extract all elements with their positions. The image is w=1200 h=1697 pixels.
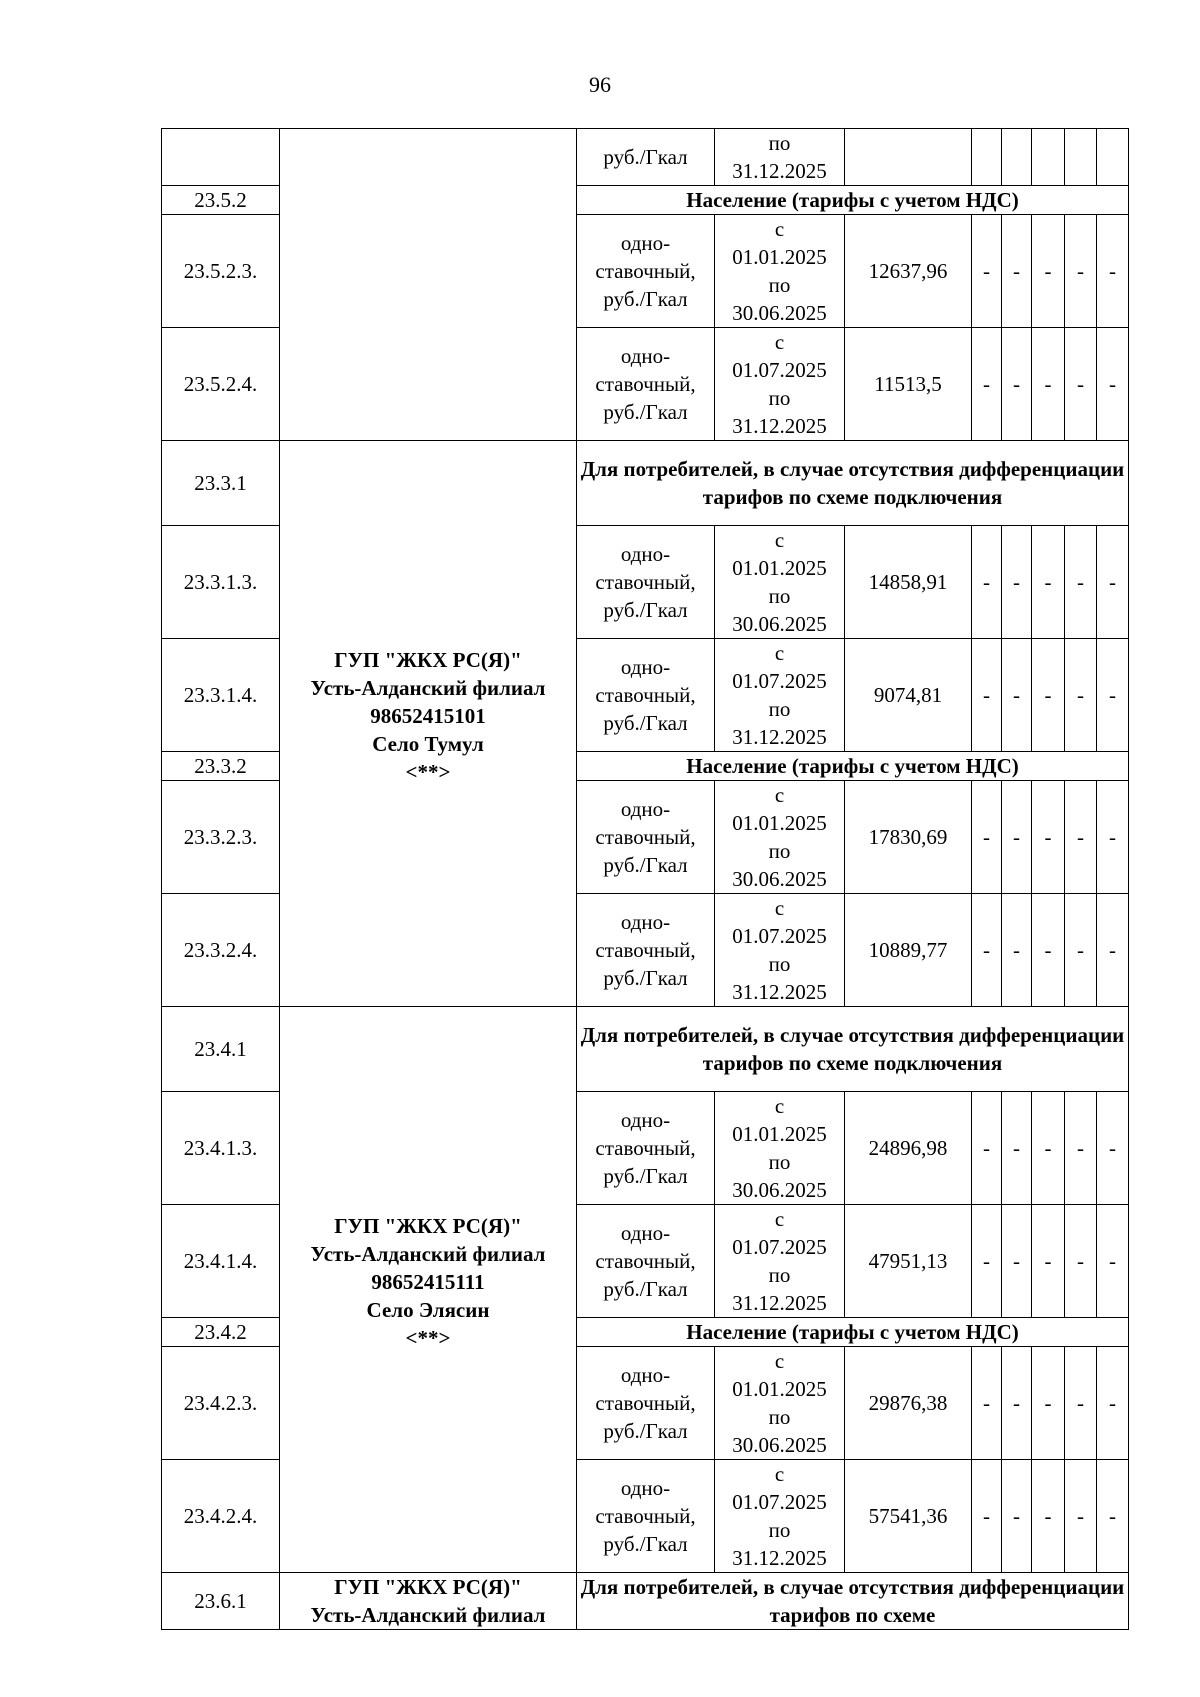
code-cell: 23.3.2.4. [162,894,280,1007]
org-cell-empty [280,129,577,441]
org-cell-tumul [280,441,577,1007]
table-row: 23.3.1.4. одно- ставочный, руб./Гкал с 01.07.2025 по 31.12.2025 9074,81 - - - - - [162,639,1129,752]
table-row: 23.3.2.3. одно- ставочный, руб./Гкал с 01.01.2025 по 30.06.2025 17830,69 - - - - - [162,781,1129,894]
table-row: 23.3.1.3. одно- ставочный, руб./Гкал с 01.01.2025 по 30.06.2025 14858,91 - - - - - [162,526,1129,639]
section-header: Для потребителей, в случае отсутствия дифференциации тарифов по схеме подключения [577,1007,1129,1092]
org-place: Село Тумул [372,731,484,756]
table-row [162,1573,1129,1630]
value-cell: 9074,81 [845,639,972,752]
unit-cell: руб./Гкал [577,129,715,186]
org-branch: Усть-Алданский филиал [310,1241,546,1266]
unit-cell: одно- ставочный, руб./Гкал [577,1205,715,1318]
org-id: 98652415111 [371,1269,485,1294]
table-row [162,441,1129,526]
unit-cell: одно- ставочный, руб./Гкал [577,1460,715,1573]
unit-cell: одно- ставочный, руб./Гкал [577,894,715,1007]
org-cell-last [280,1573,577,1630]
tariff-table [161,128,1129,1630]
org-note: <**> [405,759,451,784]
code-cell: 23.6.1 [162,1573,280,1630]
code-cell: 23.3.2.3. [162,781,280,894]
unit-cell: одно- ставочный, руб./Гкал [577,1347,715,1460]
org-branch: Усть-Алданский филиал [310,675,546,700]
section-header: Для потребителей, в случае отсутствия дифференциации тарифов по схеме подключения [577,441,1129,526]
code-cell [162,129,280,186]
value-cell: 17830,69 [845,781,972,894]
table-row: 23.4.2.4. одно- ставочный, руб./Гкал с 01.07.2025 по 31.12.2025 57541,36 - - - - - [162,1460,1129,1573]
code-cell: 23.4.2.3. [162,1347,280,1460]
table-row: 23.4.1.3. одно- ставочный, руб./Гкал с 01.01.2025 по 30.06.2025 24896,98 - - - - - [162,1092,1129,1205]
unit-cell: одно- ставочный, руб./Гкал [577,526,715,639]
org-note: <**> [405,1325,451,1350]
org-branch: Усть-Алданский филиал [310,1603,546,1627]
code-cell: 23.4.2.4. [162,1460,280,1573]
period-cell: с 01.01.2025 по 30.06.2025 [715,1347,845,1460]
section-header: Население (тарифы с учетом НДС) [577,1318,1129,1347]
period-cell: с 01.07.2025 по 31.12.2025 [715,1205,845,1318]
value-cell: 10889,77 [845,894,972,1007]
period-cell: с 01.01.2025 по 30.06.2025 [715,781,845,894]
section-header: Для потребителей, в случае отсутствия дифференциации тарифов по схеме [577,1573,1129,1630]
period-cell: с 01.07.2025 по 31.12.2025 [715,1460,845,1573]
org-id: 98652415101 [370,703,486,728]
period-cell: с 01.01.2025 по 30.06.2025 [715,215,845,328]
unit-cell: одно- ставочный, руб./Гкал [577,639,715,752]
unit-cell: одно- ставочный, руб./Гкал [577,215,715,328]
code-cell: 23.3.1 [162,441,280,526]
period-cell: с 01.07.2025 по 31.12.2025 [715,894,845,1007]
period-cell: по 31.12.2025 [715,129,845,186]
value-cell: 12637,96 [845,215,972,328]
page-number: 96 [589,72,611,97]
section-header: Население (тарифы с учетом НДС) [577,752,1129,781]
table-row [162,1007,1129,1092]
org-name: ГУП "ЖКХ РС(Я)" [334,1575,522,1599]
value-cell: 14858,91 [845,526,972,639]
value-cell: 57541,36 [845,1460,972,1573]
period-cell: с 01.01.2025 по 30.06.2025 [715,526,845,639]
unit-cell: одно- ставочный, руб./Гкал [577,781,715,894]
unit-cell: одно- ставочный, руб./Гкал [577,1092,715,1205]
value-cell [845,129,972,186]
code-cell: 23.4.1.3. [162,1092,280,1205]
org-name: ГУП "ЖКХ РС(Я)" [334,1213,522,1238]
code-cell: 23.3.1.3. [162,526,280,639]
code-cell: 23.4.1.4. [162,1205,280,1318]
org-cell-elyasin [280,1007,577,1573]
value-cell: 11513,5 [845,328,972,441]
code-cell: 23.4.2 [162,1318,280,1347]
table-row: 23.3.2.4. одно- ставочный, руб./Гкал с 01.07.2025 по 31.12.2025 10889,77 - - - - - [162,894,1129,1007]
code-cell: 23.5.2.4. [162,328,280,441]
period-cell: с 01.07.2025 по 31.12.2025 [715,328,845,441]
table-row: 23.4.2.3. одно- ставочный, руб./Гкал с 01.01.2025 по 30.06.2025 29876,38 - - - - - [162,1347,1129,1460]
code-cell: 23.5.2 [162,186,280,215]
table-row [162,129,1129,186]
code-cell: 23.3.1.4. [162,639,280,752]
org-place: Село Элясин [366,1297,490,1322]
org-name: ГУП "ЖКХ РС(Я)" [334,647,522,672]
code-cell: 23.4.1 [162,1007,280,1092]
value-cell: 29876,38 [845,1347,972,1460]
value-cell: 47951,13 [845,1205,972,1318]
code-cell: 23.5.2.3. [162,215,280,328]
value-cell: 24896,98 [845,1092,972,1205]
table-row: 23.5.2.3. одно- ставочный, руб./Гкал с 01.01.2025 по 30.06.2025 12637,96 - - - - - [162,215,1129,328]
table-row: 23.5.2.4. одно- ставочный, руб./Гкал с 01.07.2025 по 31.12.2025 11513,5 - - - - - [162,328,1129,441]
section-header: Население (тарифы с учетом НДС) [577,186,1129,215]
period-cell: с 01.01.2025 по 30.06.2025 [715,1092,845,1205]
period-cell: с 01.07.2025 по 31.12.2025 [715,639,845,752]
unit-cell: одно- ставочный, руб./Гкал [577,328,715,441]
code-cell: 23.3.2 [162,752,280,781]
table-row: 23.4.1.4. одно- ставочный, руб./Гкал с 01.07.2025 по 31.12.2025 47951,13 - - - - - [162,1205,1129,1318]
